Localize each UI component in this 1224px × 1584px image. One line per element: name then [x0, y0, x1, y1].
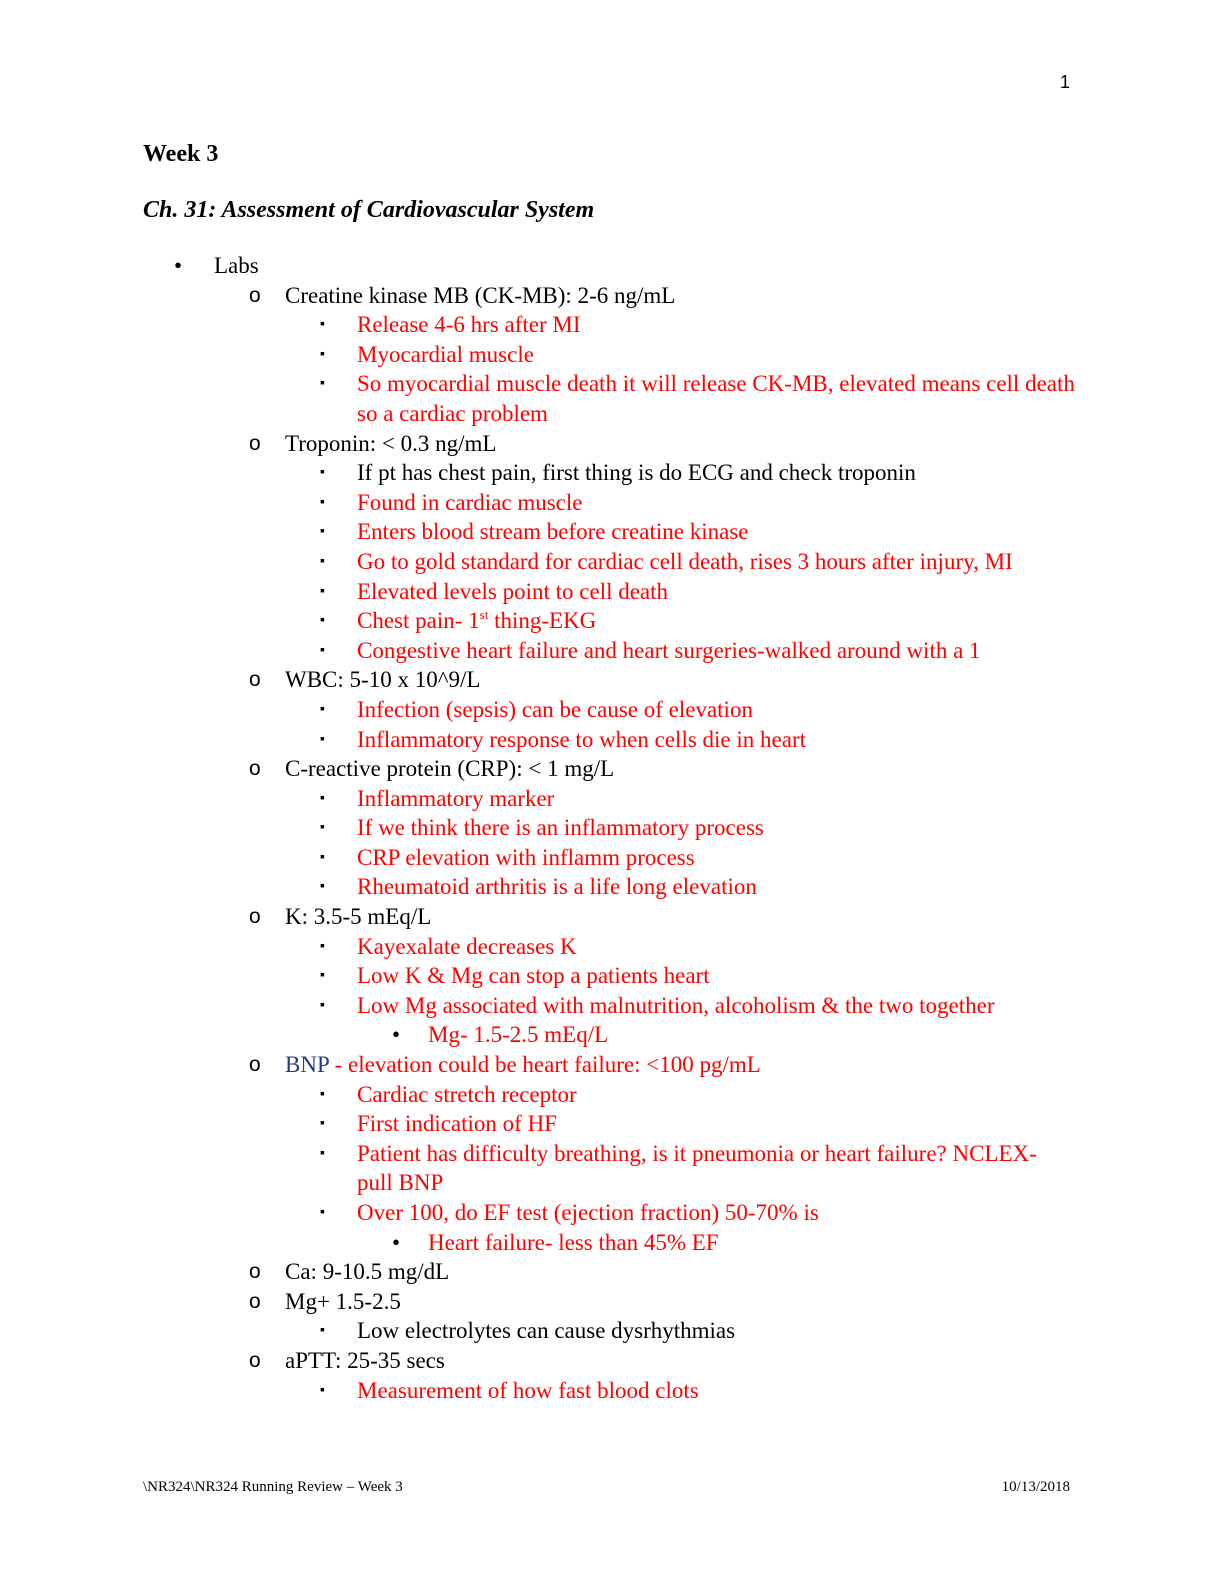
note-item — [0, 932, 1075, 962]
note-text: Myocardial muscle — [357, 341, 534, 367]
lab-item-crp — [0, 754, 1075, 784]
sub-note-item — [0, 1020, 1074, 1050]
page-number: 1 — [1059, 72, 1070, 92]
circle-bullet-icon: o — [249, 1260, 261, 1284]
square-bullet-icon: ▪ — [320, 583, 325, 599]
square-bullet-icon: ▪ — [320, 376, 325, 392]
footer-file-path: \NR324\NR324 Running Review – Week 3 — [143, 1479, 403, 1495]
square-bullet-icon: ▪ — [320, 938, 325, 954]
square-bullet-icon: ▪ — [320, 1205, 325, 1220]
note-text: Infection (sepsis) can be cause of elevation — [357, 696, 753, 722]
lab-label: K: 3.5-5 mEq/L — [285, 904, 432, 930]
note-item — [0, 813, 1075, 843]
note-text: If pt has chest pain, first thing is do ECG and check troponin — [357, 460, 916, 486]
note-text-chest-pain: Chest pain- 1st thing-EKG — [357, 607, 597, 634]
lab-item-bnp — [0, 1050, 1075, 1080]
square-bullet-icon: ▪ — [320, 820, 325, 836]
square-bullet-icon: ▪ — [320, 997, 325, 1013]
lab-label: BNP — [285, 1052, 329, 1078]
note-item — [0, 1376, 1075, 1406]
note-item — [0, 725, 1075, 755]
note-text: Over 100, do EF test (ejection fraction) 50-70% is — [357, 1200, 819, 1225]
note-item — [0, 991, 1075, 1021]
circle-bullet-icon: o — [249, 757, 261, 781]
square-bullet-icon: ▪ — [320, 1323, 325, 1339]
circle-bullet-icon: o — [249, 283, 261, 307]
bullet-icon: • — [392, 1229, 401, 1255]
note-item — [0, 340, 1075, 370]
square-bullet-icon: ▪ — [320, 849, 325, 865]
note-text: Congestive heart failure and heart surgeries-walked around with a 1 — [357, 637, 981, 663]
circle-bullet-icon: o — [249, 431, 261, 455]
note-item — [0, 1316, 1075, 1346]
note-item — [0, 547, 1075, 577]
lab-label: C-reactive protein (CRP): < 1 mg/L — [285, 756, 615, 782]
note-text: Cardiac stretch receptor — [357, 1081, 577, 1107]
sub-note-item — [0, 1228, 1074, 1258]
note-text: Found in cardiac muscle — [357, 489, 583, 515]
lab-item-troponin — [0, 429, 1075, 459]
lab-label: Troponin: < 0.3 ng/mL — [285, 430, 497, 456]
lab-label: Creatine kinase MB (CK-MB): 2-6 ng/mL — [285, 282, 676, 308]
lab-label: Ca: 9-10.5 mg/dL — [285, 1259, 450, 1285]
lab-item-aptt — [0, 1346, 1075, 1376]
square-bullet-icon: ▪ — [320, 790, 325, 806]
square-bullet-icon: ▪ — [320, 879, 325, 895]
note-item — [0, 1198, 1075, 1228]
note-item — [0, 369, 1075, 428]
square-bullet-icon: ▪ — [320, 642, 325, 658]
note-item — [0, 517, 1075, 547]
square-bullet-icon: ▪ — [320, 553, 325, 569]
note-item — [0, 488, 1075, 518]
sub-note-text: Mg- 1.5-2.5 mEq/L — [428, 1022, 609, 1048]
note-text: Release 4-6 hrs after MI — [357, 312, 581, 338]
note-text: Elevated levels point to cell death — [357, 578, 669, 604]
note-item — [0, 606, 1075, 636]
note-text: Patient has difficulty breathing, is it pneumonia or heart failure? NCLEX- pull BNP — [357, 1140, 1037, 1196]
lab-label-detail: - elevation could be heart failure: <100 pg/mL — [328, 1052, 761, 1078]
circle-bullet-icon: o — [249, 668, 261, 692]
circle-bullet-icon: o — [249, 905, 261, 929]
square-bullet-icon: ▪ — [320, 494, 325, 510]
lab-item-ckmb — [0, 281, 1075, 311]
square-bullet-icon: ▪ — [320, 524, 325, 540]
note-item — [0, 1080, 1075, 1110]
chapter-title: Ch. 31: Assessment of Cardiovascular System — [143, 197, 595, 223]
square-bullet-icon: ▪ — [320, 317, 325, 333]
sub-note-text: Heart failure- less than 45% EF — [428, 1229, 719, 1255]
square-bullet-icon: ▪ — [320, 1382, 325, 1398]
note-item — [0, 577, 1075, 607]
square-bullet-icon: ▪ — [320, 613, 325, 629]
lab-item-magnesium — [0, 1287, 1075, 1317]
note-text: Go to gold standard for cardiac cell death, rises 3 hours after injury, MI — [357, 548, 1013, 574]
note-item — [0, 1109, 1075, 1139]
square-bullet-icon: ▪ — [320, 968, 325, 984]
note-text: If we think there is an inflammatory process — [357, 815, 764, 841]
note-text: Inflammatory response to when cells die in heart — [357, 726, 806, 752]
lab-item-calcium — [0, 1257, 1075, 1287]
lab-item-potassium — [0, 902, 1075, 932]
circle-bullet-icon: o — [249, 1289, 261, 1313]
week-title: Week 3 — [143, 141, 219, 167]
lab-label: Mg+ 1.5-2.5 — [285, 1288, 401, 1314]
notes-outline — [0, 251, 1224, 1405]
note-item — [0, 1139, 1075, 1198]
note-text: Inflammatory marker — [357, 785, 555, 811]
circle-bullet-icon: o — [249, 1348, 261, 1372]
note-text: So myocardial muscle death it will release CK-MB, elevated means cell death so a cardiac problem — [357, 371, 1075, 426]
list-item-labs — [0, 251, 1074, 281]
note-text: Low electrolytes can cause dysrhythmias — [357, 1318, 736, 1344]
note-text: CRP elevation with inflamm process — [357, 844, 695, 870]
note-text: Enters blood stream before creatine kinase — [357, 519, 749, 545]
note-text: Low Mg associated with malnutrition, alcoholism & the two together — [357, 992, 995, 1018]
square-bullet-icon: ▪ — [320, 1145, 325, 1161]
footer-date: 10/13/2018 — [1001, 1479, 1070, 1495]
circle-bullet-icon: o — [249, 1053, 261, 1077]
square-bullet-icon: ▪ — [320, 701, 325, 717]
square-bullet-icon: ▪ — [320, 731, 325, 747]
note-item — [0, 695, 1075, 725]
note-item — [0, 961, 1075, 991]
note-text: First indication of HF — [357, 1111, 557, 1137]
note-item — [0, 310, 1075, 340]
note-item — [0, 872, 1075, 902]
note-text: Kayexalate decreases K — [357, 933, 577, 959]
square-bullet-icon: ▪ — [320, 465, 325, 481]
bullet-icon: • — [174, 253, 183, 278]
bullet-icon: • — [392, 1022, 401, 1048]
lab-item-wbc — [0, 665, 1075, 695]
note-item — [0, 784, 1075, 814]
superscript: st — [479, 607, 489, 623]
note-text: Measurement of how fast blood clots — [357, 1377, 699, 1403]
list-item-text: Labs — [214, 253, 259, 278]
square-bullet-icon: ▪ — [320, 346, 325, 362]
note-item — [0, 636, 1075, 666]
square-bullet-icon: ▪ — [320, 1086, 325, 1102]
lab-label: aPTT: 25-35 secs — [285, 1347, 445, 1373]
note-item — [0, 843, 1075, 873]
note-text: Low K & Mg can stop a patients heart — [357, 963, 710, 989]
note-item — [0, 458, 1075, 488]
note-text: Rheumatoid arthritis is a life long elevation — [357, 874, 757, 900]
square-bullet-icon: ▪ — [320, 1116, 325, 1132]
lab-label: WBC: 5-10 x 10^9/L — [285, 667, 481, 693]
